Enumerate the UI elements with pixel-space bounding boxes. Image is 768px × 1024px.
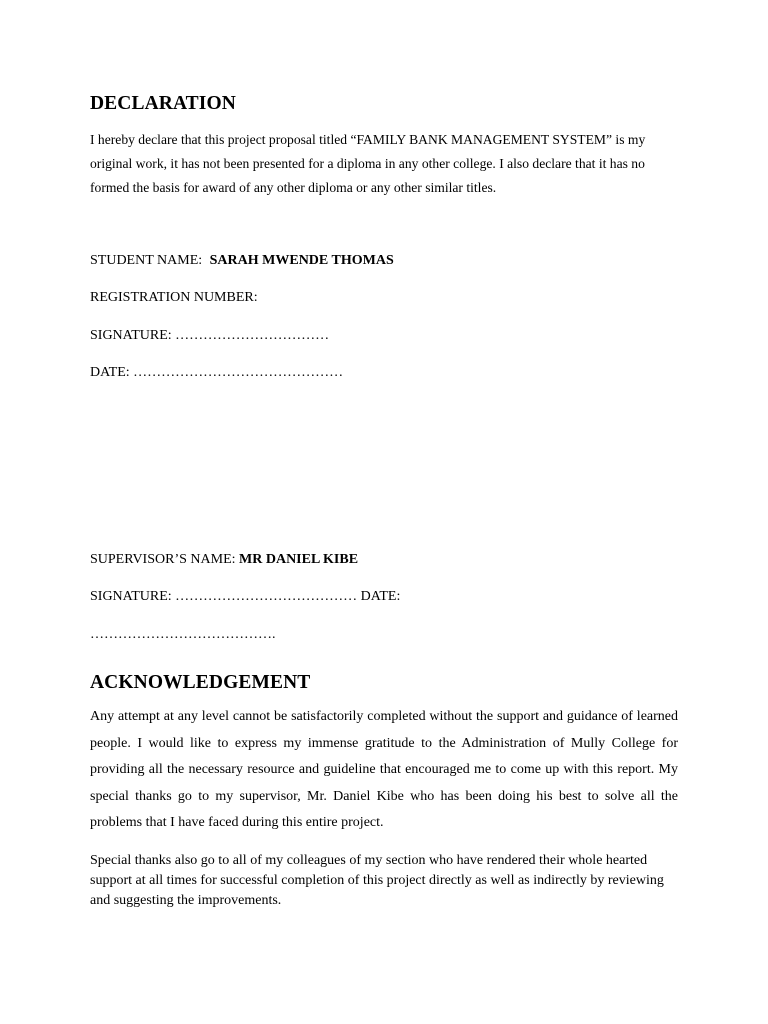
- declaration-line-1: I hereby declare that this project proposal titled “FAMILY BANK MANAGEMENT SYSTEM” is my: [90, 132, 646, 147]
- student-name-value: SARAH MWENDE THOMAS: [209, 253, 394, 268]
- student-signature-label: SIGNATURE:: [90, 328, 172, 343]
- supervisor-signature-label: SIGNATURE:: [90, 589, 172, 604]
- supervisor-signature-line: …………………………………: [175, 589, 358, 604]
- supervisor-date-line: ………………………………….: [90, 627, 276, 642]
- supervisor-name-value: MR DANIEL KIBE: [239, 552, 359, 567]
- acknowledgement-heading: ACKNOWLEDGEMENT: [90, 672, 311, 693]
- student-name-label: STUDENT NAME:: [90, 253, 203, 268]
- student-date-label: DATE:: [90, 365, 130, 380]
- registration-number-label: REGISTRATION NUMBER:: [90, 290, 258, 305]
- supervisor-name-row: [90, 552, 358, 568]
- student-date-line: ………………………………………: [133, 365, 344, 380]
- student-signature-row: [90, 328, 329, 344]
- declaration-line-3: formed the basis for award of any other diploma or any other similar titles.: [90, 180, 497, 195]
- supervisor-date-label: DATE:: [360, 589, 401, 604]
- acknowledgement-paragraph-2: Special thanks also go to all of my colleagues of my section who have rendered their whole hearted support at all times for successful completion of this project directly as well as indirectly by reviewing and suggesting the improvements.: [90, 853, 664, 908]
- supervisor-signature-row: [90, 589, 400, 605]
- supervisor-name-label: SUPERVISOR’S NAME:: [90, 552, 236, 567]
- student-signature-line: ……………………………: [175, 328, 330, 343]
- acknowledgement-paragraph-1: Any attempt at any level cannot be satisfactorily completed without the support and guidance of learned people. I would like to express my immense gratitude to the Administration of Mully College for providing all the necessary resource and guideline that encouraged me to come up with this report. My special thanks go to my supervisor, Mr. Daniel Kibe who has been doing his best to solve all the problems that I have faced during this entire project.: [90, 709, 678, 830]
- student-name-row: [90, 253, 394, 269]
- declaration-line-2: original work, it has not been presented for a diploma in any other college. I also declare that it has no: [90, 156, 645, 171]
- student-date-row: [90, 365, 343, 381]
- declaration-heading: DECLARATION: [90, 93, 236, 114]
